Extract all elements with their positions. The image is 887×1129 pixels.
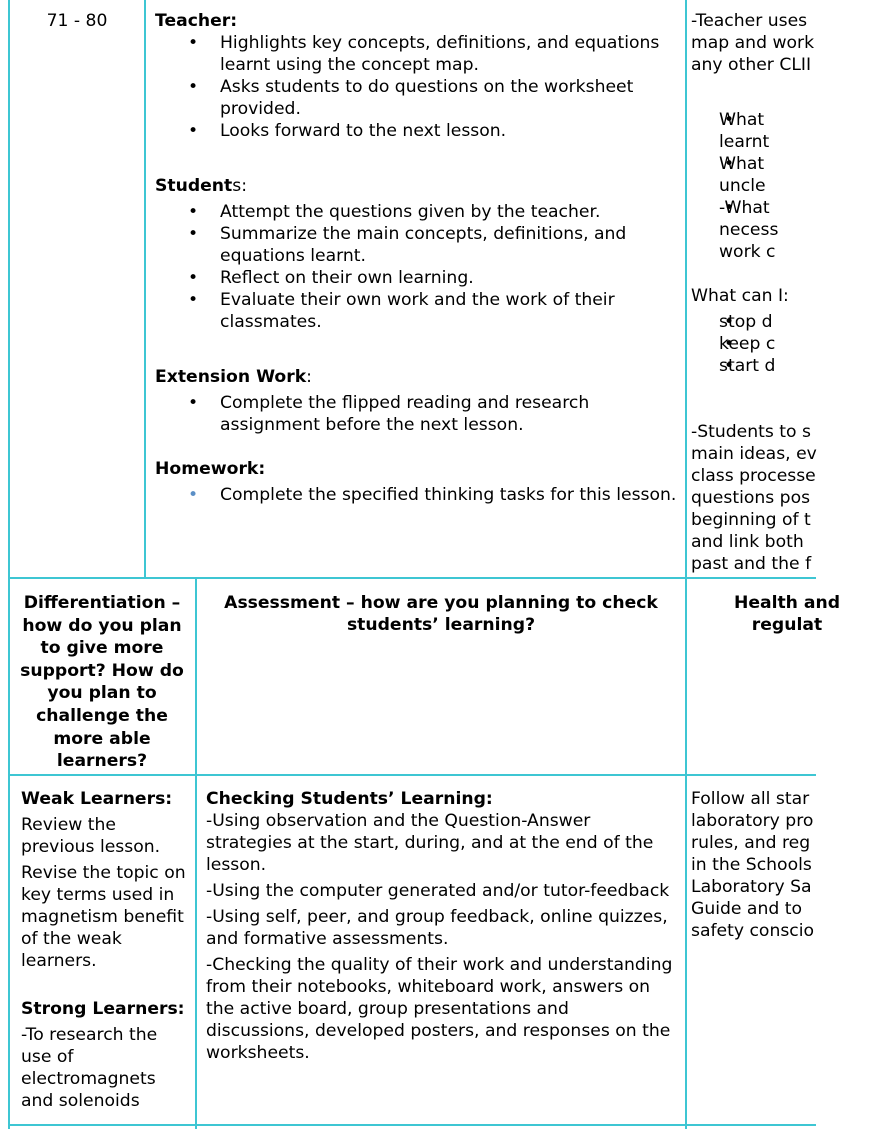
differentiation-header: Differentiation – how do you plan to give more support? How do you plan to challenge the more able learners? xyxy=(20,593,184,772)
list-item: • What learnt xyxy=(691,109,816,153)
table-border xyxy=(685,0,687,1129)
extension-heading: Extension Work: xyxy=(155,367,312,387)
weak-learners-heading: Weak Learners: xyxy=(21,789,173,809)
resources-line: main ideas, ev xyxy=(691,444,817,464)
teacher-list xyxy=(155,32,683,142)
checking-heading: Checking Students’ Learning: xyxy=(206,789,493,809)
list-item: • Complete the flipped reading and research assignment before the next lesson. xyxy=(155,392,683,436)
what-can-i-list xyxy=(691,311,816,377)
list-item: • Asks students to do questions on the worksheet provided. xyxy=(155,76,683,120)
health-line: Guide and to xyxy=(691,899,802,919)
health-line: Follow all star xyxy=(691,789,810,809)
resources-line: class processe xyxy=(691,466,816,486)
resources-line: beginning of t xyxy=(691,510,811,530)
list-item: • -What necess work c xyxy=(691,197,816,263)
strong-learners-text: -To research the use of electromagnets and solenoids xyxy=(21,1025,158,1111)
differentiation-cell xyxy=(21,788,191,1112)
list-item: • Summarize the main concepts, definitions, and equations learnt. xyxy=(155,223,683,267)
list-item: • Reflect on their own learning. xyxy=(155,267,683,289)
list-item: • What uncle xyxy=(691,153,816,197)
checking-text: -Using observation and the Question-Answer strategies at the start, during, and at the end of the lesson. xyxy=(206,811,654,875)
weak-learners-text: Revise the topic on key terms used in magnetism benefit of the weak learners. xyxy=(21,863,186,971)
weak-learners-text: Review the previous lesson. xyxy=(21,815,161,857)
list-item: • start d xyxy=(691,355,816,377)
list-item: • Attempt the questions given by the teacher. xyxy=(155,201,683,223)
resources-line: and link both xyxy=(691,532,804,552)
checking-text: -Using the computer generated and/or tutor-feedback xyxy=(206,881,670,901)
extension-list xyxy=(155,392,683,436)
health-line: safety conscio xyxy=(691,921,815,941)
health-line: in the Schools xyxy=(691,855,812,875)
resources-line: any other CLII xyxy=(691,55,812,75)
resources-line: -Students to s xyxy=(691,422,811,442)
reflection-list xyxy=(691,109,816,263)
assessment-cell xyxy=(206,788,676,1064)
health-header: Health and regulat xyxy=(733,593,841,635)
teacher-heading: Teacher: xyxy=(155,11,238,31)
table-border xyxy=(8,1124,816,1126)
resources-line: map and work xyxy=(691,33,815,53)
resources-line: questions pos xyxy=(691,488,811,508)
checking-text: -Checking the quality of their work and understanding from their notebooks, whiteboard work, answers on the active board, group presentations and discussions, developed posters, and responses on the worksheets. xyxy=(206,955,673,1063)
health-line: laboratory pro xyxy=(691,811,814,831)
resources-line: -Teacher uses xyxy=(691,11,808,31)
homework-list xyxy=(155,484,683,506)
resources-line: past and the f xyxy=(691,554,812,574)
table-border xyxy=(8,0,10,1129)
list-item: • stop d xyxy=(691,311,816,333)
table-border xyxy=(8,774,816,776)
resources-cell xyxy=(691,10,816,575)
list-item: • Complete the specified thinking tasks for this lesson. xyxy=(155,484,683,506)
homework-heading: Homework: xyxy=(155,459,266,479)
health-line: Laboratory Sa xyxy=(691,877,812,897)
health-cell xyxy=(691,788,816,942)
list-item: • Highlights key concepts, definitions, and equations learnt using the concept map. xyxy=(155,32,683,76)
students-heading: Students: xyxy=(155,176,247,196)
strong-learners-heading: Strong Learners: xyxy=(21,999,185,1019)
assessment-header: Assessment – how are you planning to check students’ learning? xyxy=(224,593,658,635)
health-line: rules, and reg xyxy=(691,833,811,853)
table-border xyxy=(144,0,146,577)
students-list xyxy=(155,201,683,333)
list-item: • Looks forward to the next lesson. xyxy=(155,120,683,142)
time-range: 71 - 80 xyxy=(46,11,108,31)
list-item: • Evaluate their own work and the work of their classmates. xyxy=(155,289,683,333)
table-border xyxy=(195,577,197,1129)
time-cell xyxy=(10,10,144,32)
activities-cell xyxy=(155,10,683,506)
table-border xyxy=(8,577,816,579)
what-can-i-heading: What can I: xyxy=(691,286,789,306)
list-item: • keep c xyxy=(691,333,816,355)
checking-text: -Using self, peer, and group feedback, online quizzes, and formative assessments. xyxy=(206,907,668,949)
